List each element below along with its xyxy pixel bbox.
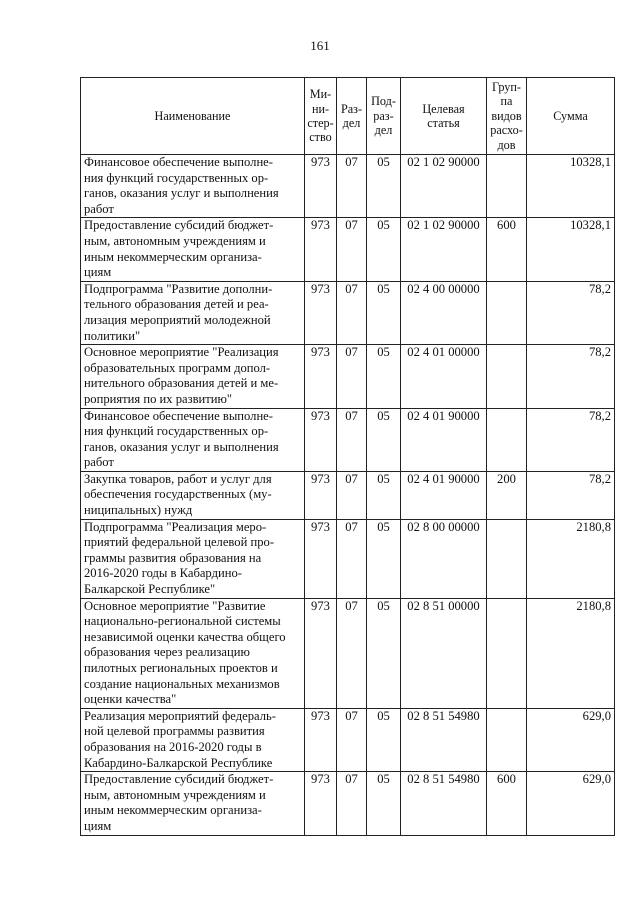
cell-target-article: 02 8 51 54980 — [401, 708, 487, 771]
cell-name: Финансовое обеспечение выполне- ния функций государственных ор- ганов, оказания услуг и выполнения работ — [81, 408, 305, 471]
cell-amount: 10328,1 — [527, 218, 615, 281]
table-row — [81, 708, 615, 771]
cell-section: 07 — [337, 598, 367, 708]
cell-name: Подпрограмма "Реализация меро- приятий федеральной целевой про- граммы развития образования на 2016-2020 годы в Кабардино- Балкарской Республике" — [81, 519, 305, 598]
cell-ministry: 973 — [305, 281, 337, 344]
cell-section: 07 — [337, 345, 367, 408]
cell-target-article: 02 8 00 00000 — [401, 519, 487, 598]
page-number: 161 — [310, 38, 330, 53]
table-row — [81, 598, 615, 708]
cell-subsection: 05 — [367, 598, 401, 708]
cell-expense-type-group: 600 — [487, 772, 527, 835]
col-header-ministry: Ми- ни- стер- ство — [305, 78, 337, 155]
cell-expense-type-group: 600 — [487, 218, 527, 281]
cell-target-article: 02 4 01 90000 — [401, 408, 487, 471]
col-header-subsection: Под- раз- дел — [367, 78, 401, 155]
cell-expense-type-group — [487, 598, 527, 708]
cell-ministry: 973 — [305, 471, 337, 519]
cell-amount: 78,2 — [527, 345, 615, 408]
cell-subsection: 05 — [367, 345, 401, 408]
cell-amount: 629,0 — [527, 708, 615, 771]
cell-subsection: 05 — [367, 155, 401, 218]
cell-target-article: 02 8 51 00000 — [401, 598, 487, 708]
cell-amount: 2180,8 — [527, 519, 615, 598]
table-row — [81, 155, 615, 218]
col-header-section: Раз- дел — [337, 78, 367, 155]
cell-name: Подпрограмма "Развитие дополни- тельного образования детей и реа- лизация мероприятий молодежной политики" — [81, 281, 305, 344]
cell-ministry: 973 — [305, 155, 337, 218]
cell-target-article: 02 4 00 00000 — [401, 281, 487, 344]
cell-name: Предоставление субсидий бюджет- ным, автономным учреждениям и иным некоммерческим организа- циям — [81, 218, 305, 281]
table-row — [81, 408, 615, 471]
cell-section: 07 — [337, 772, 367, 835]
table-row — [81, 281, 615, 344]
cell-expense-type-group: 200 — [487, 471, 527, 519]
cell-section: 07 — [337, 281, 367, 344]
cell-amount: 2180,8 — [527, 598, 615, 708]
cell-ministry: 973 — [305, 408, 337, 471]
cell-target-article: 02 1 02 90000 — [401, 218, 487, 281]
cell-ministry: 973 — [305, 218, 337, 281]
col-header-name: Наименование — [81, 78, 305, 155]
cell-expense-type-group — [487, 345, 527, 408]
cell-subsection: 05 — [367, 708, 401, 771]
cell-name: Основное мероприятие "Реализация образовательных программ допол- нительного образования детей и ме- роприятия по их развитию" — [81, 345, 305, 408]
cell-section: 07 — [337, 471, 367, 519]
table-row — [81, 772, 615, 835]
cell-amount: 78,2 — [527, 281, 615, 344]
cell-ministry: 973 — [305, 345, 337, 408]
cell-expense-type-group — [487, 519, 527, 598]
cell-section: 07 — [337, 408, 367, 471]
table-header-row — [81, 78, 615, 155]
cell-amount: 78,2 — [527, 471, 615, 519]
cell-section: 07 — [337, 519, 367, 598]
cell-ministry: 973 — [305, 708, 337, 771]
cell-ministry: 973 — [305, 772, 337, 835]
cell-name: Предоставление субсидий бюджет- ным, автономным учреждениям и иным некоммерческим организа- циям — [81, 772, 305, 835]
col-header-expense-type-group: Груп- па видов расхо- дов — [487, 78, 527, 155]
cell-expense-type-group — [487, 281, 527, 344]
cell-name: Финансовое обеспечение выполне- ния функций государственных ор- ганов, оказания услуг и выполнения работ — [81, 155, 305, 218]
cell-name: Основное мероприятие "Развитие национально-региональной системы независимой оценки качества общего образования через реализацию пилотных региональных проектов и создание национальных механизмов оценки качества" — [81, 598, 305, 708]
cell-target-article: 02 4 01 90000 — [401, 471, 487, 519]
cell-subsection: 05 — [367, 471, 401, 519]
table-row — [81, 519, 615, 598]
cell-subsection: 05 — [367, 408, 401, 471]
cell-expense-type-group — [487, 155, 527, 218]
cell-amount: 629,0 — [527, 772, 615, 835]
cell-subsection: 05 — [367, 281, 401, 344]
cell-section: 07 — [337, 155, 367, 218]
cell-target-article: 02 1 02 90000 — [401, 155, 487, 218]
cell-name: Реализация мероприятий федераль- ной целевой программы развития образования на 2016-2020 годы в Кабардино-Балкарской Республике — [81, 708, 305, 771]
cell-subsection: 05 — [367, 218, 401, 281]
cell-section: 07 — [337, 218, 367, 281]
cell-subsection: 05 — [367, 772, 401, 835]
cell-subsection: 05 — [367, 519, 401, 598]
cell-ministry: 973 — [305, 598, 337, 708]
table-row — [81, 471, 615, 519]
cell-expense-type-group — [487, 408, 527, 471]
cell-target-article: 02 8 51 54980 — [401, 772, 487, 835]
table-row — [81, 218, 615, 281]
cell-amount: 10328,1 — [527, 155, 615, 218]
cell-ministry: 973 — [305, 519, 337, 598]
budget-table — [80, 77, 615, 836]
col-header-amount: Сумма — [527, 78, 615, 155]
cell-expense-type-group — [487, 708, 527, 771]
cell-section: 07 — [337, 708, 367, 771]
cell-amount: 78,2 — [527, 408, 615, 471]
table-row — [81, 345, 615, 408]
col-header-target-article: Целевая статья — [401, 78, 487, 155]
cell-name: Закупка товаров, работ и услуг для обеспечения государственных (му- ниципальных) нужд — [81, 471, 305, 519]
cell-target-article: 02 4 01 00000 — [401, 345, 487, 408]
